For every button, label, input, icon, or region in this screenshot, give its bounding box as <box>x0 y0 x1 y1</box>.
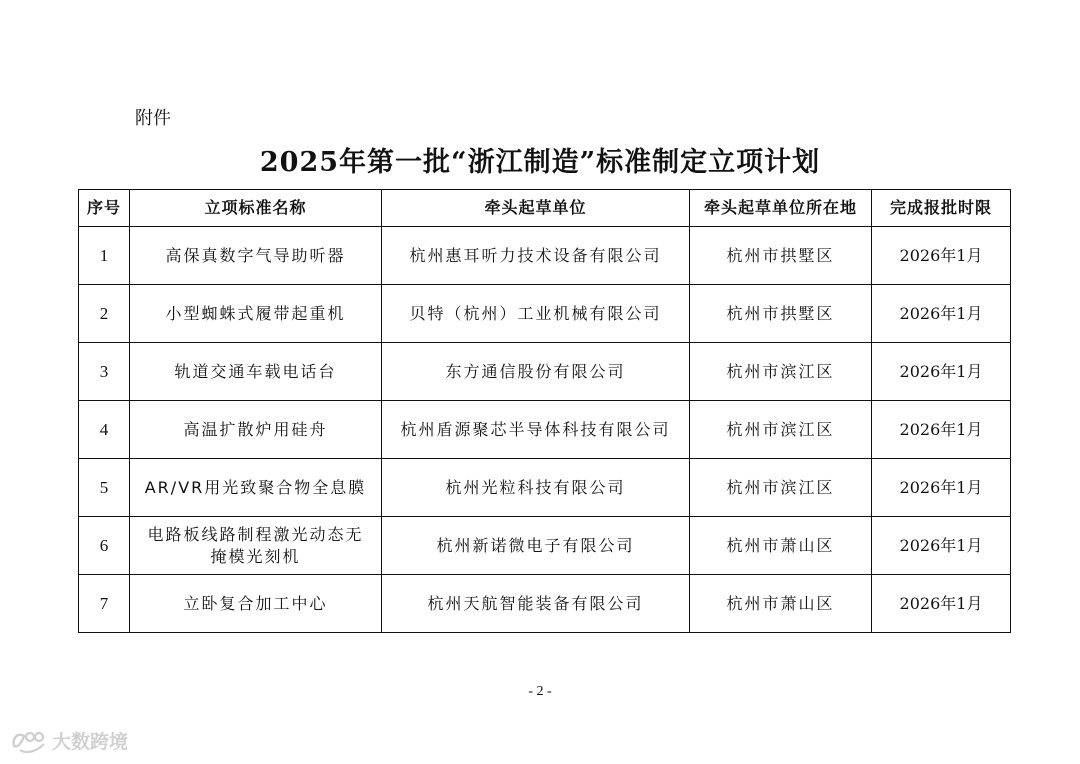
unit-location: 杭州市拱墅区 <box>690 227 872 285</box>
deadline: 2026年1月 <box>872 285 1011 343</box>
header-deadline: 完成报批时限 <box>872 190 1011 227</box>
row-number: 6 <box>79 517 130 575</box>
unit-location: 杭州市拱墅区 <box>690 285 872 343</box>
table-row <box>79 285 1011 343</box>
deadline: 2026年1月 <box>872 459 1011 517</box>
standard-name: AR/VR用光致聚合物全息膜 <box>130 459 382 517</box>
standard-name: 小型蜘蛛式履带起重机 <box>130 285 382 343</box>
header-no: 序号 <box>79 190 130 227</box>
standard-name: 高保真数字气导助听器 <box>130 227 382 285</box>
unit-location: 杭州市滨江区 <box>690 459 872 517</box>
watermark-text: 大数跨境 <box>52 731 129 753</box>
deadline: 2026年1月 <box>872 517 1011 575</box>
header-lead-unit: 牵头起草单位 <box>382 190 690 227</box>
lead-unit: 杭州惠耳听力技术设备有限公司 <box>382 227 690 285</box>
row-number: 5 <box>79 459 130 517</box>
standard-name: 轨道交通车载电话台 <box>130 343 382 401</box>
lead-unit: 杭州光粒科技有限公司 <box>382 459 690 517</box>
unit-location: 杭州市滨江区 <box>690 343 872 401</box>
brand-logo-icon <box>10 728 48 754</box>
table-row <box>79 459 1011 517</box>
table-row <box>79 517 1011 575</box>
table-row <box>79 227 1011 285</box>
unit-location: 杭州市萧山区 <box>690 575 872 633</box>
standard-name: 电路板线路制程激光动态无掩模光刻机 <box>130 517 382 575</box>
header-location: 牵头起草单位所在地 <box>690 190 872 227</box>
watermark <box>10 727 128 754</box>
unit-location: 杭州市滨江区 <box>690 401 872 459</box>
plan-table <box>78 189 1011 633</box>
deadline: 2026年1月 <box>872 575 1011 633</box>
row-number: 7 <box>79 575 130 633</box>
header-standard-name: 立项标准名称 <box>130 190 382 227</box>
page-number: - 2 - <box>528 684 552 699</box>
row-number: 2 <box>79 285 130 343</box>
lead-unit: 东方通信股份有限公司 <box>382 343 690 401</box>
deadline: 2026年1月 <box>872 227 1011 285</box>
row-number: 4 <box>79 401 130 459</box>
document-title: 2025年第一批“浙江制造”标准制定立项计划 <box>259 147 821 178</box>
table-row <box>79 343 1011 401</box>
standard-name: 高温扩散炉用硅舟 <box>130 401 382 459</box>
lead-unit: 贝特（杭州）工业机械有限公司 <box>382 285 690 343</box>
unit-location: 杭州市萧山区 <box>690 517 872 575</box>
deadline: 2026年1月 <box>872 343 1011 401</box>
standard-name: 立卧复合加工中心 <box>130 575 382 633</box>
lead-unit: 杭州盾源聚芯半导体科技有限公司 <box>382 401 690 459</box>
table-row <box>79 575 1011 633</box>
row-number: 3 <box>79 343 130 401</box>
deadline: 2026年1月 <box>872 401 1011 459</box>
row-number: 1 <box>79 227 130 285</box>
table-row <box>79 401 1011 459</box>
lead-unit: 杭州新诺微电子有限公司 <box>382 517 690 575</box>
table-header-row <box>79 190 1011 227</box>
attachment-label: 附件 <box>135 108 171 129</box>
lead-unit: 杭州天航智能装备有限公司 <box>382 575 690 633</box>
